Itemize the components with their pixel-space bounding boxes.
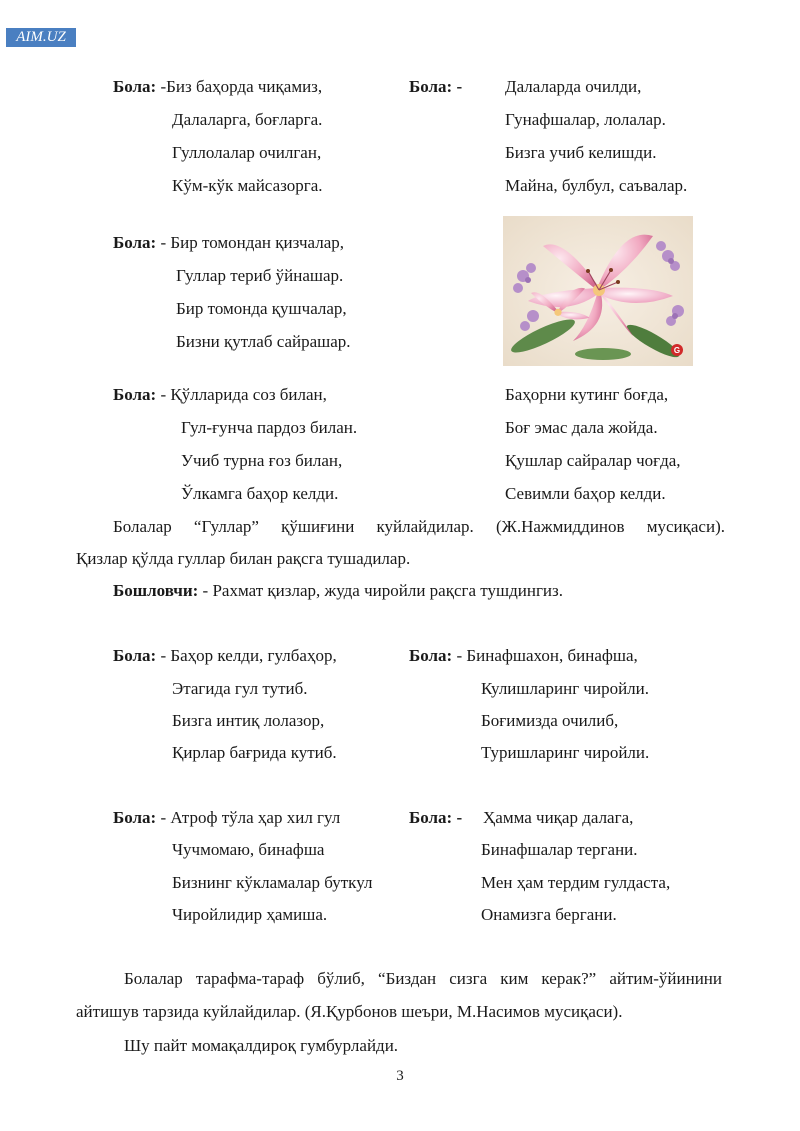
block4-right-line4: Туришларинг чиройли. bbox=[481, 743, 650, 762]
block1-right-line4: Майна, булбул, саъвалар. bbox=[505, 176, 688, 195]
block1-right-speaker: Бола: - bbox=[409, 77, 463, 96]
speaker-label: Бола: bbox=[113, 385, 157, 404]
block4-left-line3: Бизга интиқ лолазор, bbox=[172, 711, 325, 730]
block1-right-line2: Гунафшалар, лолалар. bbox=[505, 110, 666, 129]
block3-right-line4: Севимли баҳор келди. bbox=[505, 484, 666, 503]
block3-left-line1 bbox=[113, 384, 327, 406]
block5-right-line4: Онамизга бергани. bbox=[481, 905, 617, 924]
block4-right-line3: Боғимизда очилиб, bbox=[481, 711, 619, 730]
speaker-label: Бола: bbox=[113, 808, 157, 827]
block4-left-line4: Қирлар бағрида кутиб. bbox=[172, 743, 337, 762]
flower-bouquet-image bbox=[503, 216, 693, 366]
block2-line2: Гуллар териб ўйнашар. bbox=[176, 266, 344, 285]
block3-right-line1: Баҳорни кутинг боғда, bbox=[505, 385, 669, 404]
block5-right-line3: Мен ҳам тердим гулдаста, bbox=[481, 873, 671, 892]
speaker-label: Бола: bbox=[409, 646, 453, 665]
svg-text:G: G bbox=[673, 346, 681, 355]
verse-line: -Биз баҳорда чиқамиз, bbox=[160, 77, 323, 96]
block1-right-line3: Бизга учиб келишди. bbox=[505, 143, 657, 162]
block5-right-speaker: Бола: - bbox=[409, 808, 463, 827]
block1-left-line3: Гуллолалар очилган, bbox=[172, 143, 322, 162]
verse-line: - Бир томондан қизчалар, bbox=[160, 233, 345, 252]
verse-line: - Қўлларида соз билан, bbox=[160, 385, 327, 404]
block2-line4: Бизни қутлаб сайрашар. bbox=[176, 332, 351, 351]
narration1-line2: Қизлар қўлда гуллар билан рақсга тушадилар. bbox=[76, 549, 411, 568]
block3-right-line2: Боғ эмас дала жойда. bbox=[505, 418, 658, 437]
block3-left-line4: Ўлкамга баҳор келди. bbox=[181, 484, 339, 503]
site-watermark: AIM.UZ bbox=[6, 28, 76, 47]
verse-line: - Атроф тўла ҳар хил гул bbox=[156, 808, 341, 827]
block2-line3: Бир томонда қушчалар, bbox=[176, 299, 347, 318]
block1-left-line1 bbox=[113, 76, 322, 98]
narration2-line3: Шу пайт момақалдироқ гумбурлайди. bbox=[124, 1036, 399, 1055]
block1-left-line4: Кўм-кўк майсазорга. bbox=[172, 176, 323, 195]
speaker-label: Бола: bbox=[113, 77, 157, 96]
block4-right-line1 bbox=[409, 645, 638, 667]
speaker-label: Бола: bbox=[113, 233, 157, 252]
block2-line1 bbox=[113, 232, 344, 254]
block3-left-line3: Учиб турна ғоз билан, bbox=[181, 451, 343, 470]
page-number: 3 bbox=[396, 1068, 404, 1084]
block3-left-line2: Гул-ғунча пардоз билан. bbox=[181, 418, 358, 437]
host-speaker-label: Бошловчи: bbox=[113, 581, 199, 600]
block4-left-line2: Этагида гул тутиб. bbox=[172, 679, 308, 698]
narration2-line1: Болалар тарафма-тараф бўлиб, “Биздан сизга ким керак?” айтим-ўйинини bbox=[124, 969, 722, 988]
block4-right-line2: Кулишларинг чиройли. bbox=[481, 679, 650, 698]
verse-line: - Баҳор келди, гулбаҳор, bbox=[156, 646, 337, 665]
block5-left-line3: Бизнинг кўкламалар буткул bbox=[172, 873, 373, 892]
speaker-label: Бола: bbox=[113, 646, 157, 665]
block5-left-line2: Чучмомаю, бинафша bbox=[172, 840, 325, 859]
verse-line: - Бинафшахон, бинафша, bbox=[452, 646, 638, 665]
block5-right-line1: Ҳамма чиқар далага, bbox=[483, 808, 634, 827]
block1-right-line1: Далаларда очилди, bbox=[505, 77, 642, 96]
narration2-line2: айтишув тарзида куйлайдилар. (Я.Қурбонов шеъри, М.Насимов мусиқаси). bbox=[76, 1002, 623, 1021]
host-text: - Рахмат қизлар, жуда чиройли рақсга тушдингиз. bbox=[198, 581, 563, 600]
block5-right-line2: Бинафшалар тергани. bbox=[481, 840, 638, 859]
block5-left-line1 bbox=[113, 807, 340, 829]
block3-right-line3: Қушлар сайралар чоғда, bbox=[505, 451, 681, 470]
narration1-line1: Болалар “Гуллар” қўшиғини куйлайдилар. (Ж.Нажмиддинов мусиқаси). bbox=[113, 517, 725, 536]
block5-left-line4: Чиройлидир ҳамиша. bbox=[172, 905, 328, 924]
block4-left-line1 bbox=[113, 645, 337, 667]
block1-left-line2: Далаларга, боғларга. bbox=[172, 110, 323, 129]
host-line bbox=[113, 580, 563, 602]
